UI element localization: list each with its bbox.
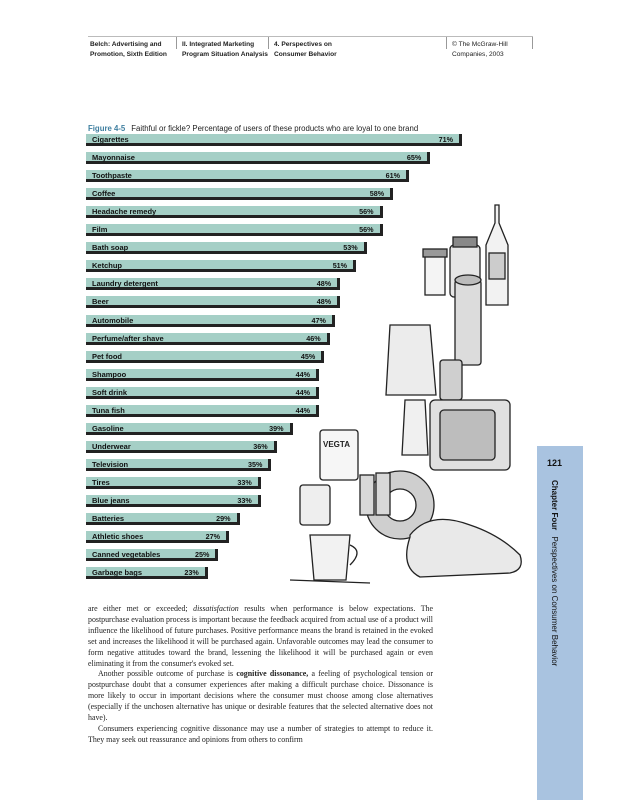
bar-value-label: 36% [253, 441, 268, 451]
chart-bar [86, 333, 330, 345]
header-part-title-line2: Program Situation Analysis [182, 51, 268, 58]
bar-category-label: Laundry detergent [92, 279, 158, 289]
bar-value-label: 53% [343, 243, 358, 253]
bar-category-label: Athletic shoes [92, 532, 144, 542]
bar-value-label: 25% [195, 550, 210, 560]
bar-category-label: Tires [92, 477, 110, 487]
bar-value-label: 44% [295, 405, 310, 415]
bar-value-label: 44% [295, 369, 310, 379]
paragraph-text: a feeling of psychological tension or postpurchase doubt that a consumer experiences after making a difficult purchase choice. Dissonance is more likely to occur in important decisions where the consumer must choose among close alternatives (especially if the unchosen alternative has unique or desirable features that the selected alternative does not have). [88, 669, 433, 723]
bar-category-label: Tuna fish [92, 405, 125, 415]
bar-value-label: 45% [300, 351, 316, 361]
chart-bar [86, 260, 356, 272]
bar-category-label: Blue jeans [92, 496, 130, 505]
bar-category-label: Bath soap [92, 243, 129, 253]
paragraph: Consumers experiencing cognitive dissonance may use a number of strategies to attempt to reduce it. They may seek out reassurance and opinions from others to confirm [88, 723, 433, 744]
bar-category-label: Film [92, 225, 108, 235]
header-chapter-title [274, 40, 337, 60]
bar-category-label: Coffee [92, 189, 116, 199]
chart-bar [86, 242, 367, 254]
header-divider [268, 37, 269, 49]
paragraph-text: Another possible outcome of purchase is [98, 669, 237, 679]
page-number: 121 [547, 458, 563, 468]
bar-value-label: 58% [369, 189, 385, 199]
chart-bar [86, 296, 340, 308]
bar-value-label: 51% [332, 261, 348, 271]
header-part-title-line1: II. Integrated Marketing [182, 41, 255, 48]
bar-value-label: 46% [306, 333, 321, 343]
bar-value-label: 35% [247, 459, 263, 469]
bar-value-label: 27% [205, 532, 220, 542]
header-book-title-line1: Belch: Advertising and [90, 41, 162, 48]
header-chapter-title-line2: Consumer Behavior [274, 51, 337, 58]
chart-bar [86, 170, 409, 182]
bar-category-label: Television [92, 459, 129, 469]
figure-number: Figure 4-5 [88, 124, 126, 133]
page-header [88, 36, 533, 67]
bar-category-label: Gasoline [92, 423, 124, 433]
bar-category-label: Headache remedy [92, 207, 157, 217]
bar-value-label: 65% [406, 153, 422, 163]
bar-value-label: 47% [311, 315, 326, 325]
bar-category-label: Shampoo [92, 369, 127, 379]
chart-bar [86, 423, 293, 435]
chapter-name: Perspectives on Consumer Behavior [550, 536, 559, 667]
chart-bar [86, 459, 271, 471]
bar-category-label: Perfume/after shave [92, 333, 164, 343]
chart-bar [86, 206, 383, 218]
term-cognitive-dissonance: cognitive dissonance, [236, 669, 309, 679]
chart-bar [86, 513, 240, 525]
bar-value-label: 29% [216, 514, 231, 524]
figure-caption [88, 124, 418, 133]
bar-category-label: Batteries [92, 514, 125, 524]
chart-bar [86, 152, 430, 164]
chart-bar [86, 188, 393, 200]
header-book-title-line2: Promotion, Sixth Edition [90, 51, 167, 58]
bar-value-label: 71% [438, 135, 453, 144]
bar-value-label: 56% [359, 225, 374, 235]
chart-bar [86, 387, 319, 399]
bar-category-label: Soft drink [92, 387, 127, 397]
header-divider [446, 37, 447, 49]
bar-value-label: 61% [385, 171, 401, 181]
bar-category-label: Beer [92, 297, 109, 307]
bar-value-label: 33% [237, 496, 252, 505]
header-copyright-line2: Companies, 2003 [452, 51, 504, 58]
header-copyright [452, 40, 508, 60]
chart-bar [86, 549, 218, 561]
bar-category-label: Pet food [92, 351, 122, 361]
paragraph-text: are either met or exceeded; [88, 604, 194, 613]
chart-bar [86, 495, 261, 507]
bar-value-label: 39% [269, 423, 284, 433]
bar-value-label: 56% [359, 207, 374, 217]
chart-bar [86, 224, 383, 236]
bar-category-label: Garbage bags [92, 568, 143, 578]
term-dissatisfaction: dissatisfaction [193, 604, 239, 613]
chart-bar [86, 315, 335, 327]
chart-bar [86, 351, 324, 363]
bar-category-label: Mayonnaise [92, 153, 135, 163]
bar-category-label: Toothpaste [92, 171, 132, 181]
header-book-title [90, 40, 167, 60]
bar-category-label: Ketchup [92, 261, 122, 271]
chart-bar [86, 369, 319, 381]
paragraph [88, 669, 433, 724]
header-divider [532, 37, 533, 49]
chapter-running-title [550, 480, 559, 666]
figure-caption-text: Faithful or fickle? Percentage of users of these products who are loyal to one brand [131, 124, 419, 133]
bar-category-label: Automobile [92, 315, 134, 325]
paragraph-text: results when performance is below expectations. The postpurchase evaluation process is important because the feedback acquired from actual use of a product will influence the likelihood of future purchases. Positive performance means the brand is retained in the evoked set and increases the likelihood it will be purchased again. Unfavorable outcomes may lead the consumer to form negative attitudes toward the brand, lessening the likelihood it will be purchased again or even eliminating it from the consumer's evoked set. [88, 604, 433, 668]
chart-bar [86, 477, 261, 489]
bar-value-label: 44% [295, 387, 310, 397]
jar-label: VEGTA [323, 440, 350, 449]
bar-value-label: 48% [316, 279, 332, 289]
bar-category-label: Cigarettes [92, 135, 129, 144]
bar-value-label: 33% [237, 477, 252, 487]
chart-bar [86, 567, 208, 579]
chapter-number: Chapter Four [550, 480, 559, 531]
chart-bar [86, 405, 319, 417]
header-part-title [182, 40, 268, 60]
loyalty-bar-chart [86, 134, 462, 594]
paragraph [88, 604, 433, 669]
bar-value-label: 23% [184, 568, 199, 578]
header-copyright-line1: © The McGraw-Hill [452, 41, 508, 48]
chart-bar [86, 531, 229, 543]
chapter-side-tab [537, 446, 583, 800]
chart-bar [86, 278, 340, 290]
chart-bar [86, 441, 277, 453]
body-text [88, 604, 433, 746]
bar-category-label: Underwear [92, 441, 131, 451]
header-chapter-title-line1: 4. Perspectives on [274, 41, 332, 48]
bar-category-label: Canned vegetables [92, 550, 161, 560]
header-divider [176, 37, 177, 49]
chart-bar [86, 134, 462, 146]
bar-value-label: 48% [316, 297, 332, 307]
